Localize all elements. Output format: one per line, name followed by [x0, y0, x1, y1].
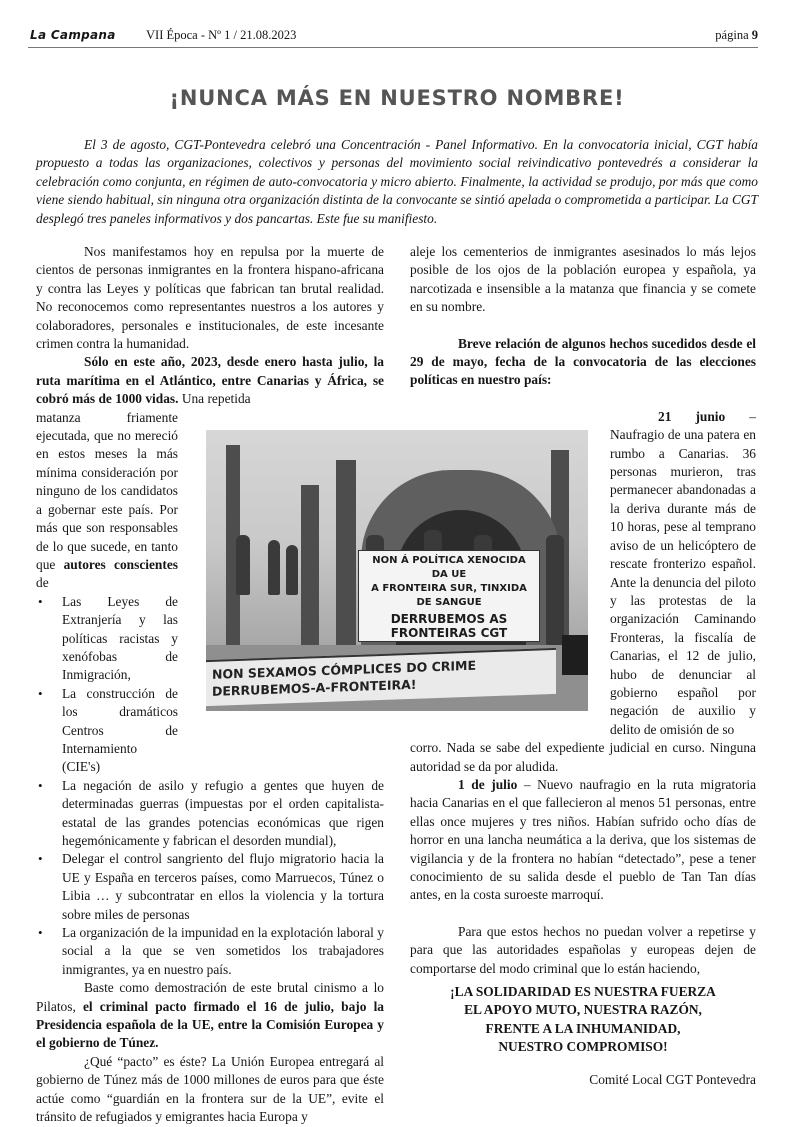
paragraph-2-tail: de — [36, 575, 49, 591]
highlight-pact: el criminal pacto firmado el 16 de julio, bajo la Presidencia española de la UE, entre la Comisión Europea y el gobierno de Túnez. — [36, 998, 384, 1051]
edition-info: VII Época - Nº 1 / 21.08.2023 — [146, 28, 297, 42]
slogan-line: ¡LA SOLIDARIDAD ES NUESTRA FUERZA — [450, 984, 716, 999]
paragraph-2-continued: matanza friamente ejecutada, que no mereció en estos meses la más mínima consideración por ninguno de los candidatos a gobernar este país. Por más que son responsables de lo que sucede, en tanto que — [36, 409, 178, 572]
event-date: 21 junio — [658, 408, 726, 424]
closing-slogan — [410, 983, 756, 1057]
banner-line: DERRUBEMOS AS FRONTEIRAS CGT — [390, 612, 508, 640]
article-title: ¡NUNCA MÁS EN NUESTRO NOMBRE! — [169, 86, 625, 110]
signature: Comité Local CGT Pontevedra — [589, 1072, 756, 1087]
list-item: • La organización de la impunidad en la explotación laboral y social a la que se ven sometidos los trabajadores inmigrantes, ya en nuestro país. — [62, 924, 384, 979]
paragraph-right-2 — [410, 335, 756, 390]
list-item: • Las Leyes de Extranjería y las políticas racistas y xenófobas de Inmigración, — [62, 593, 178, 685]
paragraph-2-text: Una repetida — [178, 391, 251, 407]
slogan-line: NUESTRO COMPROMISO! — [498, 1039, 668, 1055]
page-number — [715, 28, 758, 43]
slogan-line: FRENTE A LA INHUMANIDAD, — [485, 1020, 681, 1036]
banner-line: NON SEXAMOS CÓMPLICES DO CRIME — [212, 657, 477, 682]
list-item: • La construcción de los dramáticos Centros de Internamiento (CIE's) — [62, 685, 178, 777]
page-label: página — [715, 28, 749, 42]
paragraph-2 — [36, 353, 384, 408]
main-banner — [358, 550, 540, 642]
list-item: • Delegar el control sangriento del flujo migratorio hacia la UE y España en terceros países, como Marruecos, Túnez o Libia … y subcontratar en ellos la violencia y la tortura sobre miles de personas — [62, 850, 384, 924]
paragraph-right-3: Para que estos hechos no puedan volver a repetirse y para que las autoridades españolas y europeas dejen de comportarse del modo criminal que lo están haciendo, — [410, 923, 756, 976]
event-text-wrap: – Naufragio de una patera en rumbo a Canarias. 36 personas murieron, tras permanecer abandonadas a la deriva durante más de 10 horas, pese al temprano aviso de un helicóptero de rescate fronterizo español. Ante la denuncia del piloto y las protestas de la organización Caminando Fronteras, la fiscalía de Canarias, el 12 de julio, hubo de denunciar al gobierno español por negación de auxilio y delito de omisión de so — [610, 408, 756, 737]
event-text: – Nuevo naufragio en la ruta migratoria hacia Canarias en el que fallecieron al menos 51 personas, entre ellas once mujeres y tres niños. Habían sufrido ocho días de horror en una lancha neumática a la deriva, que los sistemas de vigilancia y de la frontera no habían “detectado”, pese a tener conocimiento de su salida desde el pueblo de Tan Tan días antes, en la costa suroeste marroquí. — [410, 776, 757, 903]
publication-name: La Campana — [30, 28, 116, 42]
paragraph-4: ¿Qué “pacto” es éste? La Unión Europea entregará al gobierno de Túnez más de 1000 millones de euros para que éste actúe como “guardián en la frontera sur de la UE”, evite el tránsito de refugiados y emigrantes hacia Europa y — [36, 1053, 384, 1125]
paragraph-right-1: aleje los cementerios de inmigrantes asesinados lo más lejos posible de los ojos de la población europea y española, ya narcotizada e insensible a la matanza que financia y se comete en su nombre. — [410, 244, 756, 315]
slogan-line: EL APOYO MUTO, NUESTRA RAZÓN, — [464, 1002, 702, 1018]
highlight-deaths: Sólo en este año, 2023, desde enero hasta julio, la ruta marítima en el Atlántico, entre Canarias y África, se cobró más de 1000 vidas. — [36, 354, 384, 407]
highlight-authors: autores conscientes — [63, 556, 178, 572]
event-july — [410, 776, 756, 905]
event-june-wrap — [610, 408, 756, 739]
banner-line: A FRONTEIRA SUR, TINXIDA DE SANGUE — [371, 583, 527, 608]
events-intro: Breve relación de algunos hechos sucedidos desde el 29 de mayo, fecha de la convocatoria de las elecciones políticas en nuestro país: — [410, 335, 756, 388]
banner-line: DERRUBEMOS-A-FRONTEIRA! — [212, 676, 417, 699]
article-intro: El 3 de agosto, CGT-Pontevedra celebró una Concentración - Panel Informativo. En la convocatoria inicial, CGT había propuesto a todas las organizaciones, colectivos y personas del movimiento social reivindicativo pontevedrés a considerar la celebración como conjunta, en régimen de auto-convocatoria y micro abierto. Finalmente, la actividad se produjo, por más que como viene siendo habitual, sin ninguna otra organización distinta de la convocante se sintió apelada o comprometida a participar. La CGT desplegó tres paneles informativos y dos pancartas. Este fue su manifiesto. — [36, 137, 758, 226]
page-number-value: 9 — [751, 28, 758, 42]
paragraph-3-text: Baste como demostración de este brutal cinismo a lo Pilatos, — [36, 980, 384, 1014]
event-date: 1 de julio — [458, 776, 518, 792]
event-text-continued: corro. Nada se sabe del expediente judicial en curso. Ninguna autoridad se da por aludida. — [410, 740, 756, 774]
page-header — [28, 25, 758, 48]
wrap-text-block — [36, 409, 178, 593]
paragraph-3 — [36, 979, 384, 1053]
paragraph-1: Nos manifestamos hoy en repulsa por la muerte de cientos de personas inmigrantes en la frontera hispano-africana y contra las Leyes y políticas que fabrican tan brutal realidad. No reconocemos como representantes nuestros a los autores y colaboradores, personales e institucionales, de este incesante crimen contra la humanidad. — [36, 244, 384, 352]
list-item: • La negación de asilo y refugio a gentes que huyen de determinadas guerras (impuestas por el orden capitalista-estatal de las grandes potencias económicas que rigen hegemónicamente y fabrican el desorden mundial), — [62, 777, 384, 851]
protest-photo — [206, 430, 588, 711]
banner-line: NON Á POLÍTICA XENOCIDA DA UE — [372, 555, 526, 580]
